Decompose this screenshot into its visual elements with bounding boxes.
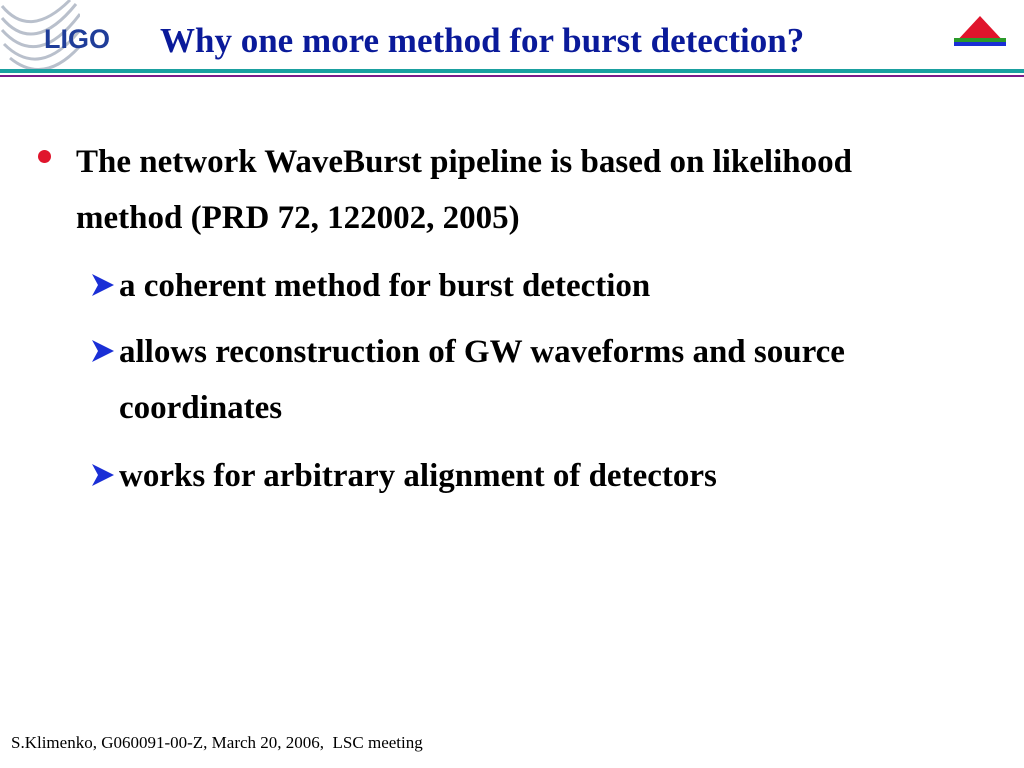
arrow-bullet-icon (90, 462, 116, 488)
slide-title: Why one more method for burst detection? (160, 21, 805, 60)
subbullet-text: allows reconstruction of GW waveforms and source coordinates (119, 334, 845, 426)
footer-text: S.Klimenko, G060091-00-Z, March 20, 2006, LSC meeting (11, 733, 423, 752)
ligo-logo-text: LIGO (44, 24, 110, 54)
arrow-bullet-icon (90, 272, 116, 298)
header-divider (0, 0, 1024, 80)
subbullet-text: works for arbitrary alignment of detectors (119, 458, 717, 494)
bullet-dot-icon (38, 150, 51, 163)
arrow-bullet-icon (90, 338, 116, 364)
subbullet-text: a coherent method for burst detection (119, 268, 651, 304)
bullet-text: The network WaveBurst pipeline is based on likelihood method (PRD 72, 122002, 2005) (76, 144, 852, 236)
